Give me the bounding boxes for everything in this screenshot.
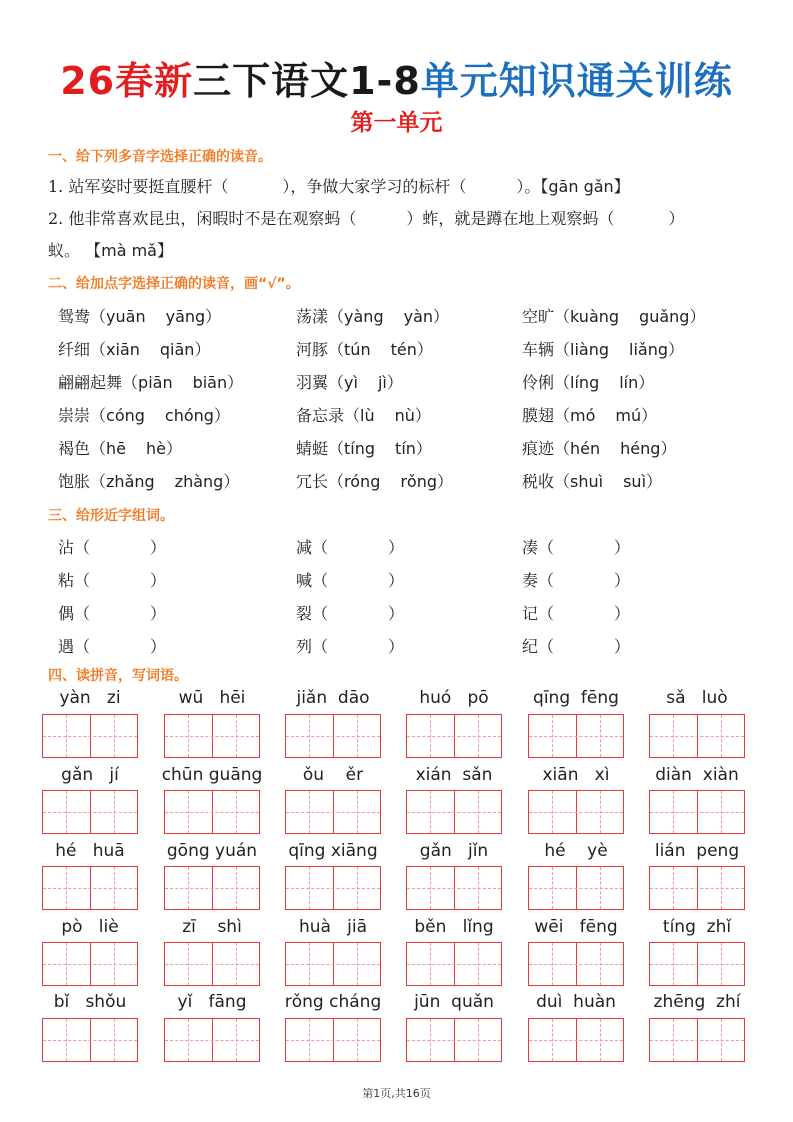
char: 纪	[522, 637, 539, 656]
open-paren: （	[74, 637, 91, 656]
open-paren: （	[554, 406, 571, 425]
grid-guide	[407, 888, 501, 889]
word-build-item	[58, 535, 166, 558]
option-a[interactable]: kuàng	[570, 307, 620, 326]
grid-guide	[165, 1040, 259, 1041]
option-b[interactable]: lín	[619, 373, 639, 392]
q2-text-a: 2. 他非常喜欢昆虫，闲暇时不是在观察蚂（	[48, 209, 357, 228]
grid-guide	[286, 1040, 380, 1041]
option-a[interactable]: shuì	[570, 472, 604, 491]
option-a[interactable]: tíng	[344, 439, 376, 458]
writing-grid[interactable]	[528, 942, 624, 986]
item-word: 褐色	[58, 439, 91, 458]
open-paren: （	[74, 538, 91, 557]
writing-grid[interactable]	[406, 790, 502, 834]
option-a[interactable]: hén	[570, 439, 601, 458]
open-paren: （	[538, 637, 555, 656]
item-word: 伶俐	[522, 373, 555, 392]
pinyin-label: xián sǎn	[415, 765, 493, 785]
open-paren: （	[538, 604, 555, 623]
close-paren: ）	[227, 373, 244, 392]
option-a[interactable]: yàng	[344, 307, 384, 326]
char: 记	[522, 604, 539, 623]
char: 裂	[296, 604, 313, 623]
option-a[interactable]: hē	[106, 439, 127, 458]
open-paren: （	[554, 307, 571, 326]
writing-grid[interactable]	[649, 866, 745, 910]
char: 列	[296, 637, 313, 656]
item-word: 翩翩起舞	[58, 373, 123, 392]
option-b[interactable]: suì	[623, 472, 647, 491]
option-b[interactable]: biān	[192, 373, 228, 392]
writing-grid[interactable]	[406, 866, 502, 910]
word-build-item	[58, 634, 166, 657]
pinyin-label: jiǎn dāo	[296, 688, 370, 708]
close-paren: ）	[388, 571, 405, 590]
char: 减	[296, 538, 313, 557]
item-word: 纤细	[58, 340, 91, 359]
close-paren: ）	[614, 538, 631, 557]
close-paren: ）	[638, 373, 655, 392]
writing-grid[interactable]	[528, 866, 624, 910]
char: 喊	[296, 571, 313, 590]
grid-guide	[165, 964, 259, 965]
word-build-item	[296, 535, 404, 558]
pinyin-label: běn lǐng	[414, 917, 494, 937]
char: 遇	[58, 637, 75, 656]
close-paren: ）	[641, 406, 658, 425]
option-b[interactable]: héng	[620, 439, 661, 458]
pinyin-label: gǎn jí	[61, 765, 119, 785]
option-a[interactable]: piān	[138, 373, 173, 392]
writing-grid[interactable]	[285, 714, 381, 758]
q1-pinyin: 【gān gǎn】	[540, 177, 630, 196]
writing-grid[interactable]	[42, 790, 138, 834]
close-paren: ）	[223, 472, 240, 491]
open-paren: （	[122, 373, 139, 392]
option-a[interactable]: cóng	[106, 406, 145, 425]
close-paren: ）	[660, 439, 677, 458]
pronunciation-item	[58, 337, 210, 360]
open-paren: （	[328, 373, 345, 392]
word-build-item	[296, 568, 404, 591]
open-paren: （	[312, 571, 329, 590]
writing-grid[interactable]	[528, 714, 624, 758]
item-word: 车辆	[522, 340, 555, 359]
close-paren: ）	[194, 340, 211, 359]
q2-text-b: ）蚱，就是蹲在地上观察蚂（	[406, 209, 615, 228]
pronunciation-item	[296, 436, 432, 459]
pinyin-label: jūn quǎn	[414, 992, 494, 1012]
grid-guide	[286, 736, 380, 737]
pronunciation-item	[522, 403, 657, 426]
option-b[interactable]: nù	[394, 406, 415, 425]
open-paren: （	[90, 439, 107, 458]
pronunciation-item	[296, 370, 403, 393]
section3-heading: 三、给形近字组词。	[48, 508, 174, 524]
pinyin-label: wēi fēng	[534, 917, 618, 937]
grid-guide	[407, 1040, 501, 1041]
grid-guide	[43, 812, 137, 813]
close-paren: ）	[388, 538, 405, 557]
pronunciation-item	[58, 403, 230, 426]
grid-guide	[286, 964, 380, 965]
q2-pinyin: 【mà mǎ】	[85, 241, 173, 260]
item-word: 膜翅	[522, 406, 555, 425]
grid-guide	[165, 888, 259, 889]
close-paren: ）	[614, 604, 631, 623]
open-paren: （	[554, 472, 571, 491]
writing-grid[interactable]	[285, 790, 381, 834]
open-paren: （	[90, 406, 107, 425]
close-paren: ）	[433, 307, 450, 326]
option-a[interactable]: mó	[570, 406, 596, 425]
writing-grid[interactable]	[649, 790, 745, 834]
pinyin-label: pò liè	[61, 917, 119, 937]
writing-grid[interactable]	[649, 1018, 745, 1062]
pinyin-label: sǎ luò	[666, 688, 728, 708]
grid-guide	[650, 888, 744, 889]
writing-grid[interactable]	[285, 866, 381, 910]
pronunciation-item	[522, 337, 684, 360]
option-a[interactable]: róng	[344, 472, 381, 491]
item-word: 空旷	[522, 307, 555, 326]
writing-grid[interactable]	[528, 1018, 624, 1062]
pronunciation-item	[58, 469, 239, 492]
open-paren: （	[328, 439, 345, 458]
q1-text-c: ）。	[516, 177, 541, 196]
pronunciation-item	[58, 436, 182, 459]
title-red: 26春新	[60, 59, 194, 103]
option-a[interactable]: zhǎng	[106, 472, 155, 491]
pinyin-label: zhēng zhí	[653, 992, 741, 1012]
grid-guide	[407, 964, 501, 965]
option-b[interactable]: rǒng	[400, 472, 438, 491]
close-paren: ）	[388, 604, 405, 623]
close-paren: ）	[689, 307, 706, 326]
open-paren: （	[538, 538, 555, 557]
close-paren: ）	[150, 637, 167, 656]
pronunciation-item	[296, 304, 449, 327]
close-paren: ）	[205, 307, 222, 326]
close-paren: ）	[668, 340, 685, 359]
option-a[interactable]: líng	[570, 373, 600, 392]
open-paren: （	[312, 538, 329, 557]
close-paren: ）	[646, 472, 663, 491]
pinyin-label: hé huā	[55, 841, 125, 861]
pinyin-label: huó pō	[419, 688, 489, 708]
open-paren: （	[74, 571, 91, 590]
grid-guide	[529, 888, 623, 889]
word-build-item	[522, 568, 630, 591]
writing-grid[interactable]	[528, 790, 624, 834]
grid-guide	[407, 736, 501, 737]
pronunciation-item	[522, 370, 654, 393]
grid-guide	[650, 1040, 744, 1041]
open-paren: （	[554, 439, 571, 458]
q1-text-b: ），争做大家学习的标杆（	[282, 177, 467, 196]
writing-grid[interactable]	[285, 942, 381, 986]
close-paren: ）	[388, 637, 405, 656]
option-b[interactable]: qiān	[159, 340, 195, 359]
pinyin-label: qīng fēng	[533, 688, 619, 708]
pinyin-label: rǒng cháng	[284, 992, 382, 1012]
option-a[interactable]: tún	[344, 340, 371, 359]
item-word: 荡漾	[296, 307, 329, 326]
item-word: 饱胀	[58, 472, 91, 491]
option-b[interactable]: liǎng	[629, 340, 669, 359]
pinyin-label: qīng xiāng	[288, 841, 378, 861]
item-word: 蜻蜓	[296, 439, 329, 458]
pinyin-label: xiān xì	[542, 765, 610, 785]
pinyin-label: tíng zhǐ	[662, 917, 732, 937]
option-b[interactable]: yāng	[165, 307, 206, 326]
item-word: 河豚	[296, 340, 329, 359]
option-a[interactable]: liàng	[570, 340, 610, 359]
pronunciation-item	[58, 370, 243, 393]
open-paren: （	[90, 307, 107, 326]
grid-guide	[407, 812, 501, 813]
pinyin-label: chūn guāng	[161, 765, 263, 785]
pinyin-label: hé yè	[544, 841, 608, 861]
grid-guide	[286, 812, 380, 813]
option-b[interactable]: hè	[146, 439, 166, 458]
char: 凑	[522, 538, 539, 557]
close-paren: ）	[150, 538, 167, 557]
writing-grid[interactable]	[406, 1018, 502, 1062]
writing-grid[interactable]	[42, 1018, 138, 1062]
writing-grid[interactable]	[164, 942, 260, 986]
open-paren: （	[554, 373, 571, 392]
char: 偶	[58, 604, 75, 623]
option-b[interactable]: jì	[377, 373, 387, 392]
grid-guide	[286, 888, 380, 889]
pinyin-label: gǎn jǐn	[419, 841, 489, 861]
unit-title: 第一单元	[350, 110, 443, 136]
open-paren: （	[90, 472, 107, 491]
pronunciation-item	[58, 304, 221, 327]
pronunciation-item	[296, 337, 433, 360]
pinyin-label: huà jiā	[298, 917, 368, 937]
char: 粘	[58, 571, 75, 590]
option-b[interactable]: zhàng	[174, 472, 224, 491]
writing-grid[interactable]	[42, 866, 138, 910]
option-a[interactable]: yuān	[106, 307, 146, 326]
pinyin-label: gōng yuán	[166, 841, 258, 861]
open-paren: （	[312, 604, 329, 623]
writing-grid[interactable]	[649, 942, 745, 986]
word-build-item	[296, 634, 404, 657]
word-build-item	[296, 601, 404, 624]
close-paren: ）	[386, 373, 403, 392]
item-word: 冗长	[296, 472, 329, 491]
pronunciation-item	[296, 403, 431, 426]
open-paren: （	[90, 340, 107, 359]
pinyin-label: lián peng	[654, 841, 740, 861]
question-2-cont	[48, 238, 173, 261]
writing-grid[interactable]	[164, 714, 260, 758]
q2-text-c: ）	[668, 209, 685, 228]
open-paren: （	[74, 604, 91, 623]
open-paren: （	[538, 571, 555, 590]
option-a[interactable]: lù	[360, 406, 375, 425]
title-blue: 单元知识通关训练	[420, 59, 733, 103]
grid-guide	[43, 736, 137, 737]
page-title	[0, 50, 793, 105]
item-word: 痕迹	[522, 439, 555, 458]
char: 奏	[522, 571, 539, 590]
question-1	[48, 174, 630, 197]
title-black: 三下语文1-8	[193, 59, 421, 103]
writing-grid[interactable]	[164, 1018, 260, 1062]
option-b[interactable]: guǎng	[639, 307, 690, 326]
close-paren: ）	[437, 472, 454, 491]
close-paren: ）	[614, 637, 631, 656]
pinyin-label: bǐ shǒu	[53, 992, 127, 1012]
q2-text-d: 蚁。	[48, 241, 81, 260]
open-paren: （	[554, 340, 571, 359]
pronunciation-item	[522, 436, 676, 459]
writing-grid[interactable]	[164, 866, 260, 910]
writing-grid[interactable]	[42, 942, 138, 986]
grid-guide	[529, 736, 623, 737]
grid-guide	[529, 812, 623, 813]
option-b[interactable]: chóng	[164, 406, 214, 425]
grid-guide	[165, 736, 259, 737]
grid-guide	[43, 964, 137, 965]
open-paren: （	[328, 340, 345, 359]
close-paren: ）	[416, 340, 433, 359]
option-a[interactable]: yì	[344, 373, 358, 392]
grid-guide	[43, 1040, 137, 1041]
writing-grid[interactable]	[406, 942, 502, 986]
close-paren: ）	[414, 406, 431, 425]
writing-grid[interactable]	[42, 714, 138, 758]
writing-grid[interactable]	[649, 714, 745, 758]
word-build-item	[58, 601, 166, 624]
writing-grid[interactable]	[406, 714, 502, 758]
word-build-item	[522, 634, 630, 657]
item-word: 鸳鸯	[58, 307, 91, 326]
close-paren: ）	[415, 439, 432, 458]
open-paren: （	[328, 307, 345, 326]
pronunciation-item	[522, 304, 705, 327]
word-build-item	[58, 568, 166, 591]
close-paren: ）	[166, 439, 183, 458]
question-2	[48, 206, 684, 229]
item-word: 税收	[522, 472, 555, 491]
item-word: 备忘录	[296, 406, 345, 425]
pinyin-label: wū hēi	[178, 688, 246, 708]
grid-guide	[165, 812, 259, 813]
pronunciation-item	[296, 469, 453, 492]
option-b[interactable]: tín	[395, 439, 416, 458]
pronunciation-item	[522, 469, 662, 492]
section2-heading: 二、给加点字选择正确的读音，画“√”。	[48, 276, 300, 292]
option-b[interactable]: mú	[615, 406, 642, 425]
close-paren: ）	[150, 571, 167, 590]
item-word: 羽翼	[296, 373, 329, 392]
close-paren: ）	[614, 571, 631, 590]
pinyin-label: ǒu ěr	[302, 765, 364, 785]
grid-guide	[650, 812, 744, 813]
open-paren: （	[328, 472, 345, 491]
item-word: 崇崇	[58, 406, 91, 425]
pinyin-label: yàn zi	[59, 688, 121, 708]
grid-guide	[529, 964, 623, 965]
option-a[interactable]: xiān	[106, 340, 140, 359]
option-b[interactable]: tén	[390, 340, 417, 359]
section1-heading: 一、给下列多音字选择正确的读音。	[48, 149, 272, 165]
grid-guide	[43, 888, 137, 889]
page-footer: 第1页,共16页	[362, 1087, 431, 1100]
grid-guide	[650, 964, 744, 965]
pinyin-label: diàn xiàn	[655, 765, 739, 785]
open-paren: （	[344, 406, 361, 425]
pinyin-label: yǐ fāng	[177, 992, 247, 1012]
section4-heading: 四、读拼音，写词语。	[48, 668, 188, 684]
writing-grid[interactable]	[164, 790, 260, 834]
pinyin-label: duì huàn	[536, 992, 616, 1012]
grid-guide	[529, 1040, 623, 1041]
pinyin-label: zī shì	[182, 917, 242, 937]
close-paren: ）	[150, 604, 167, 623]
close-paren: ）	[213, 406, 230, 425]
word-build-item	[522, 601, 630, 624]
writing-grid[interactable]	[285, 1018, 381, 1062]
word-build-item	[522, 535, 630, 558]
open-paren: （	[312, 637, 329, 656]
grid-guide	[650, 736, 744, 737]
option-b[interactable]: yàn	[403, 307, 434, 326]
q1-text-a: 1. 站军姿时要挺直腰杆（	[48, 177, 229, 196]
char: 沾	[58, 538, 75, 557]
